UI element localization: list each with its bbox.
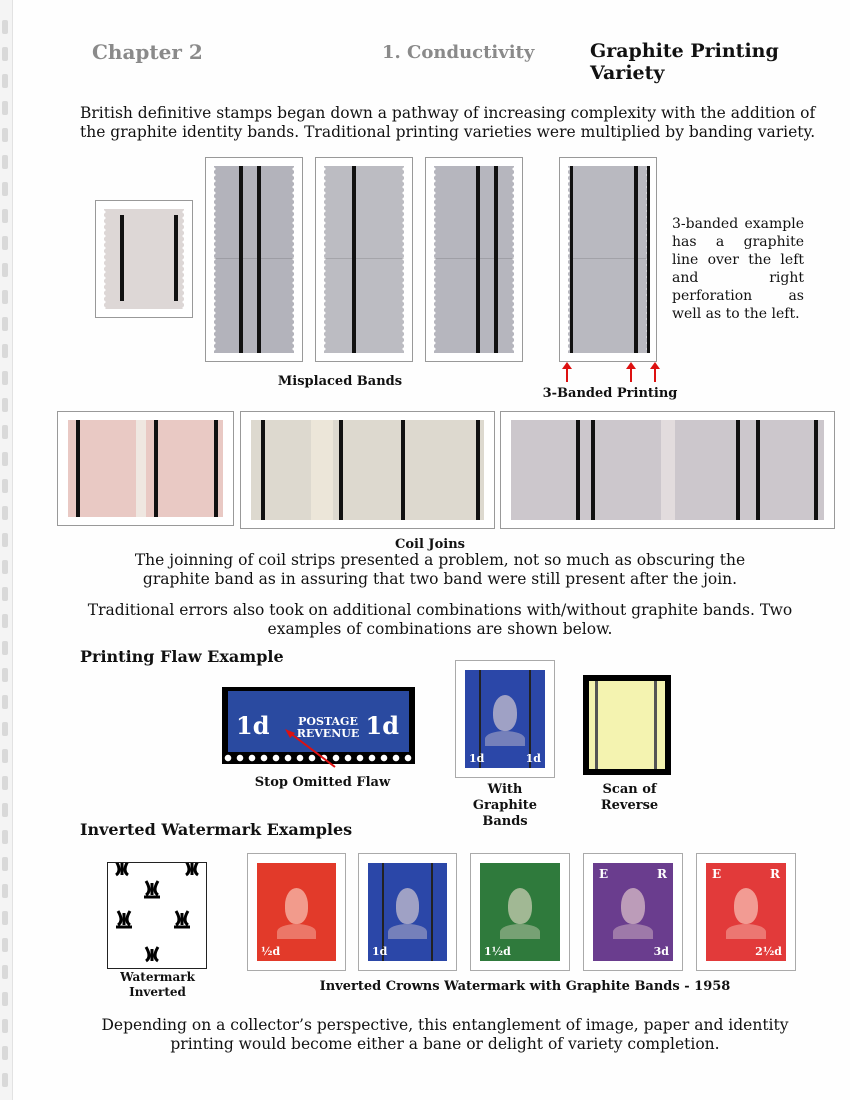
reverse-scan-image xyxy=(583,675,671,775)
watermark-stamp-5-value: 2½d xyxy=(755,945,782,958)
binder-ring xyxy=(2,938,8,952)
binder-ring xyxy=(2,101,8,115)
binder-ring xyxy=(2,1073,8,1087)
watermark-stamp-1 xyxy=(247,853,346,971)
binder-ring xyxy=(2,587,8,601)
inverted-watermark-heading: Inverted Watermark Examples xyxy=(80,820,353,839)
watermark-stamp-4-value: 3d xyxy=(653,945,669,958)
binder-ring xyxy=(2,371,8,385)
binder-ring xyxy=(2,668,8,682)
binder-ring xyxy=(2,263,8,277)
binder-ring xyxy=(2,695,8,709)
binder-ring xyxy=(2,20,8,34)
binder-ring xyxy=(2,317,8,331)
coil-join-strip-3 xyxy=(500,411,835,529)
page-title: Graphite Printing Variety xyxy=(590,40,779,84)
misplaced-bands-caption: Misplaced Bands xyxy=(277,374,403,389)
binder-ring xyxy=(2,452,8,466)
three-banded-note: 3-banded example has a graphite line over the left and right perforation as well as to the left. xyxy=(672,216,804,322)
flaw-value-left: 1d xyxy=(236,711,270,740)
binder-ring xyxy=(2,1019,8,1033)
inverted-crowns-caption: Inverted Crowns Watermark with Graphite Bands - 1958 xyxy=(319,979,731,994)
pair-stamp-three-bands xyxy=(559,157,657,362)
binder-edge xyxy=(0,0,13,1100)
inverted-crown-icons xyxy=(108,863,206,968)
binder-ring xyxy=(2,641,8,655)
binder-ring xyxy=(2,398,8,412)
watermark-stamp-3 xyxy=(470,853,570,971)
binder-ring xyxy=(2,506,8,520)
printing-flaw-heading: Printing Flaw Example xyxy=(80,647,284,666)
with-graphite-caption: With Graphite Bands xyxy=(472,782,538,829)
combinations-paragraph: Traditional errors also took on additional combinations with/without graphite bands. Two examples of combinations are shown below. xyxy=(87,601,793,638)
watermark-stamp-3-value: 1½d xyxy=(484,945,511,958)
binder-ring xyxy=(2,614,8,628)
binder-ring xyxy=(2,560,8,574)
binder-ring xyxy=(2,74,8,88)
binder-ring xyxy=(2,128,8,142)
binder-ring xyxy=(2,533,8,547)
binder-ring xyxy=(2,830,8,844)
binder-ring xyxy=(2,47,8,61)
binder-ring xyxy=(2,992,8,1006)
binder-ring xyxy=(2,344,8,358)
coil-joins-caption: Coil Joins xyxy=(395,537,465,552)
binder-ring xyxy=(2,803,8,817)
arrow-left-band xyxy=(566,368,568,382)
pair-stamp-misplaced-bands-1 xyxy=(205,157,303,362)
flaw-stamp-with-bands: 1d 1d xyxy=(455,660,555,778)
binder-ring xyxy=(2,857,8,871)
flaw-pointer-arrow xyxy=(280,725,340,770)
flaw-postage-text: POSTAGE xyxy=(298,715,358,728)
section-label: 1. Conductivity xyxy=(382,42,535,63)
watermark-diagram xyxy=(107,862,207,969)
flaw-value-right: 1d xyxy=(365,711,399,740)
binder-ring xyxy=(2,182,8,196)
binder-ring xyxy=(2,479,8,493)
reverse-caption: Scan of Reverse xyxy=(600,782,659,813)
binder-ring xyxy=(2,884,8,898)
binder-ring xyxy=(2,1046,8,1060)
watermark-stamp-5: E R 2½d xyxy=(696,853,796,971)
watermark-stamp-4: E R 3d xyxy=(583,853,683,971)
binder-ring xyxy=(2,290,8,304)
chapter-label: Chapter 2 xyxy=(92,40,203,64)
binder-ring xyxy=(2,209,8,223)
watermark-stamp-1-value: ½d xyxy=(261,945,281,958)
single-stamp-misplaced-band xyxy=(95,200,193,318)
pair-stamp-misplaced-bands-3 xyxy=(425,157,523,362)
binder-ring xyxy=(2,749,8,763)
binder-ring xyxy=(2,155,8,169)
coil-join-strip-1 xyxy=(57,411,234,526)
arrow-right-band xyxy=(654,368,656,382)
binder-ring xyxy=(2,236,8,250)
binder-ring xyxy=(2,911,8,925)
flaw-revenue-text: REVENUE xyxy=(296,727,360,740)
pair-stamp-misplaced-bands-2 xyxy=(315,157,413,362)
coil-join-strip-2 xyxy=(240,411,495,529)
watermark-stamp-2-value: 1d xyxy=(372,945,388,958)
binder-ring xyxy=(2,776,8,790)
three-banded-caption: 3-Banded Printing xyxy=(542,386,678,401)
binder-ring xyxy=(2,425,8,439)
intro-paragraph: British definitive stamps began down a pathway of increasing complexity with the addition of the graphite identity bands. Traditional printing varieties were multiplied by banding variety. xyxy=(80,104,816,141)
binder-ring xyxy=(2,722,8,736)
watermark-stamp-2 xyxy=(358,853,457,971)
stop-omitted-caption: Stop Omitted Flaw xyxy=(254,775,391,790)
binder-ring xyxy=(2,965,8,979)
watermark-inverted-caption: Watermark Inverted xyxy=(120,970,195,999)
coil-joins-paragraph: The joinning of coil strips presented a problem, not so much as obscuring the graphite band as in assuring that two band were still present after the join. xyxy=(134,551,746,588)
arrow-middle-band xyxy=(630,368,632,382)
closing-paragraph: Depending on a collector’s perspective, this entanglement of image, paper and identity printing would become either a bane or delight of variety completion. xyxy=(101,1016,789,1053)
